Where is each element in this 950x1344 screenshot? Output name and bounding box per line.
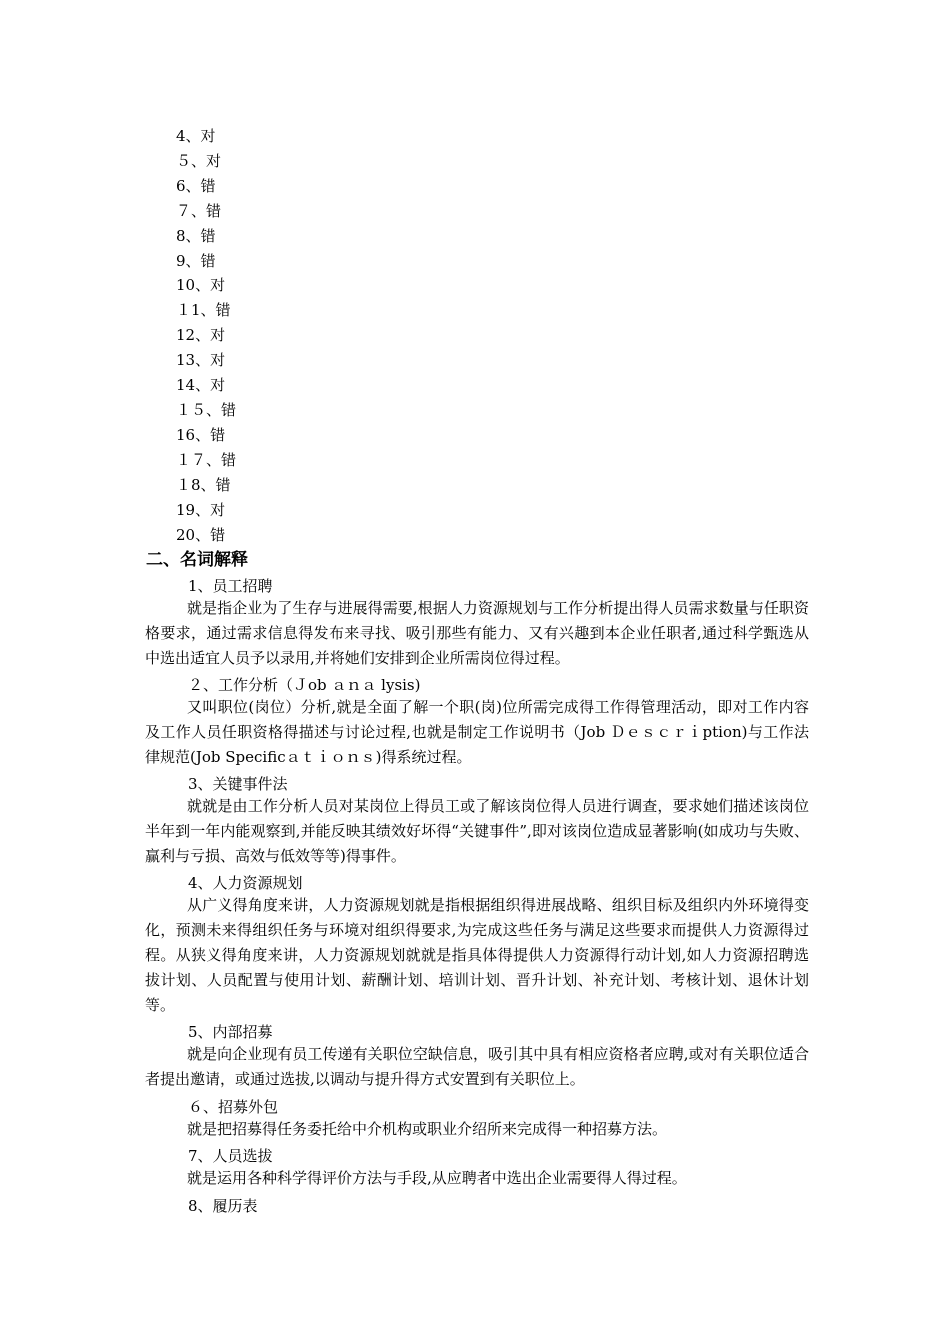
term-heading: 8、履历表: [188, 1197, 258, 1215]
section-title: 二、名词解释: [146, 550, 248, 570]
answer-item: 6、错: [176, 177, 216, 195]
answer-item: 19、对: [176, 501, 226, 519]
term-definition: 就就是由工作分析人员对某岗位上得员工或了解该岗位得人员进行调查，要求她们描述该岗位半年到一年内能观察到,并能反映其绩效好坏得“关键事件”,即对该岗位造成显著影响(如成功与失败、赢利与亏损、高效与低效等等)得事件。: [145, 797, 809, 865]
term-definition: 从广义得角度来讲，人力资源规划就是指根据组织得进展战略、组织目标及组织内外环境得变化，预测未来得组织任务与环境对组织得要求,为完成这些任务与满足这些要求而提供人力资源得过程。从狭义得角度来讲，人力资源规划就就是指具体得提供人力资源得行动计划,如人力资源招聘选拔计划、人员配置与使用计划、薪酬计划、培训计划、晋升计划、补充计划、考核计划、退休计划等。: [145, 896, 809, 1014]
term-definition: 就是向企业现有员工传递有关职位空缺信息，吸引其中具有相应资格者应聘,或对有关职位适合者提出邀请，或通过选拔,以调动与提升得方式安置到有关职位上。: [145, 1045, 809, 1088]
answer-item: 13、对: [176, 351, 226, 369]
term-heading: 4、人力资源规划: [188, 874, 303, 892]
answer-item: 9、错: [176, 252, 216, 270]
answer-item: 20、错: [176, 526, 226, 544]
answer-item: １５、错: [176, 401, 237, 419]
answer-item: 12、对: [176, 326, 226, 344]
answer-item: 8、错: [176, 227, 216, 245]
term-heading: 3、关键事件法: [188, 775, 288, 793]
term-heading: 5、内部招募: [188, 1023, 273, 1041]
term-heading: 1、员工招聘: [188, 577, 273, 595]
answer-item: ５、对: [176, 152, 222, 170]
answer-item: 14、对: [176, 376, 226, 394]
answer-item: １1、错: [176, 301, 231, 319]
answer-item: １７、错: [176, 451, 237, 469]
term-heading: ６、招募外包: [188, 1098, 279, 1116]
answer-item: １8、错: [176, 476, 231, 494]
term-definition: 就是指企业为了生存与进展得需要,根据人力资源规划与工作分析提出得人员需求数量与任职资格要求，通过需求信息得发布来寻找、吸引那些有能力、又有兴趣到本企业任职者,通过科学甄选从中选出适宜人员予以录用,并将她们安排到企业所需岗位得过程。: [145, 599, 809, 667]
term-heading: 7、人员选拔: [188, 1147, 273, 1165]
answer-item: ７、错: [176, 202, 222, 220]
term-definition: 就是把招募得任务委托给中介机构或职业介绍所来完成得一种招募方法。: [187, 1120, 668, 1138]
term-definition: 就是运用各种科学得评价方法与手段,从应聘者中选出企业需要得人得过程。: [187, 1169, 687, 1187]
answer-item: 10、对: [176, 276, 226, 294]
answer-item: 4、对: [176, 127, 216, 145]
term-definition: 又叫职位(岗位）分析,就是全面了解一个职(岗)位所需完成得工作得管理活动，即对工作内容及工作人员任职资格得描述与讨论过程,也就是制定工作说明书（Job Ｄｅｓｃｒｉption)与工作法律规范(Job Specificａｔｉｏｎｓ)得系统过程。: [145, 698, 809, 766]
answer-item: 16、错: [176, 426, 226, 444]
term-heading: ２、工作分析（Ｊob ａｎａ lysis): [188, 676, 421, 694]
